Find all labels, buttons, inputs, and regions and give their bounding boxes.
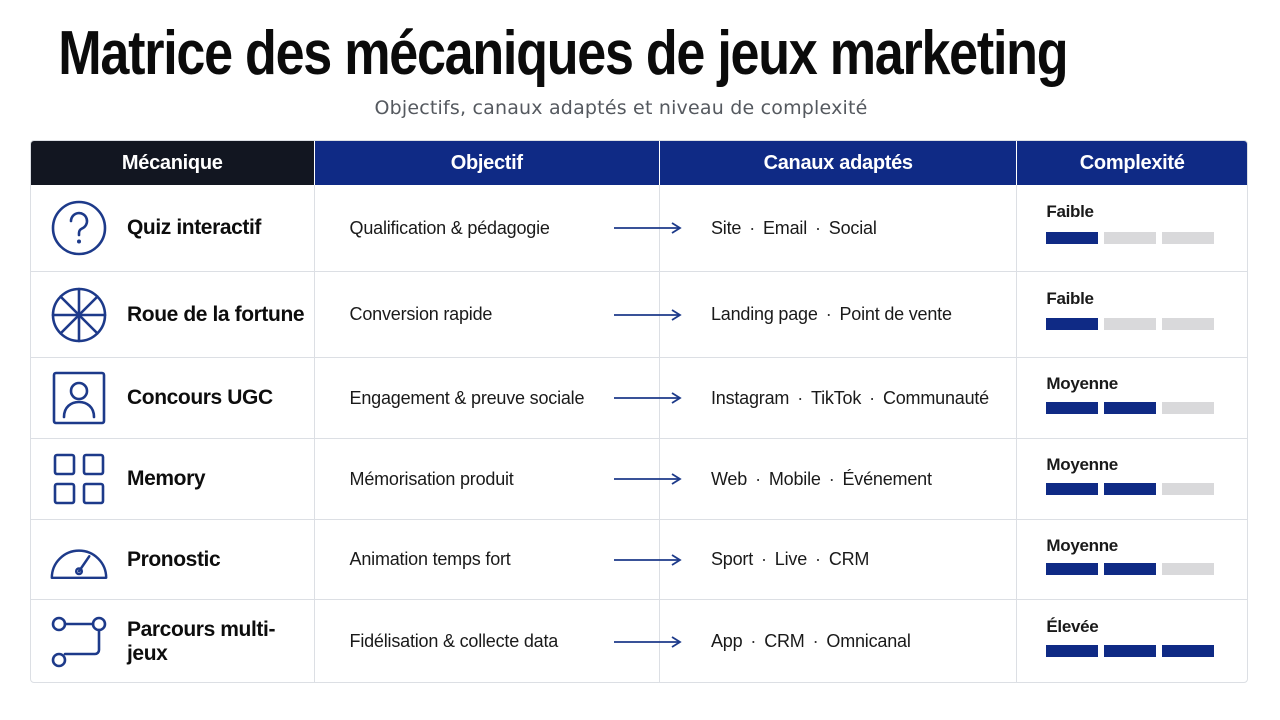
complexity-label: Moyenne [1046, 374, 1118, 393]
complexity-bar-segment [1104, 232, 1156, 244]
complexity-bar-segment [1162, 318, 1214, 330]
table-row [31, 185, 1247, 272]
mechanic-name: Quiz interactif [127, 216, 262, 239]
complexity-bar-segment [1104, 645, 1156, 657]
objective-cell [315, 272, 660, 357]
complexity-bar-segment [1104, 483, 1156, 495]
page-subtitle: Objectifs, canaux adaptés et niveau de complexité [374, 97, 868, 119]
table-row [31, 520, 1247, 600]
channel-site: Site [710, 217, 742, 238]
channel-crm: CRM [764, 631, 805, 651]
mechanic-cell [31, 600, 315, 683]
complexity-bar-segment [1104, 563, 1156, 575]
complexity-bar [1046, 645, 1214, 657]
channel-crm: CRM [828, 549, 870, 569]
objective-text: Qualification & pédagogie [349, 217, 550, 238]
complexity-label: Faible [1046, 289, 1094, 308]
channel-live: Live [774, 549, 808, 569]
mechanic-name: Parcours multi-jeux [127, 617, 276, 665]
complexity-bar-segment [1104, 318, 1156, 330]
channels-cell [660, 600, 1017, 683]
complexity-bar [1046, 232, 1214, 244]
channel-separator: · [797, 387, 803, 408]
channel-web: Web [710, 468, 748, 489]
complexity-label: Moyenne [1046, 536, 1118, 555]
channel-mobile: Mobile [768, 468, 821, 489]
complexity-bar [1046, 483, 1214, 495]
mechanic-name: Concours UGC [127, 386, 273, 409]
complexity-bar-segment [1162, 232, 1214, 244]
table-row [31, 358, 1247, 439]
channels-list [711, 388, 989, 409]
channels-cell [660, 520, 1017, 599]
mechanic-cell [31, 272, 315, 357]
gauge-icon [49, 530, 109, 590]
channel-separator: · [869, 387, 875, 408]
mechanic-cell [31, 520, 315, 599]
complexity-bar-segment [1046, 318, 1098, 330]
path-nodes-icon [49, 612, 109, 672]
objective-text: Animation temps fort [349, 549, 511, 569]
table-row [31, 439, 1247, 520]
objective-cell [315, 600, 660, 683]
grid-icon [49, 449, 109, 509]
table-body [31, 185, 1247, 683]
objective-cell [315, 439, 660, 519]
complexity-cell [1017, 272, 1247, 357]
channels-list [711, 549, 869, 570]
channel-point-de-vente: Point de vente [839, 304, 952, 324]
mechanic-name: Memory [127, 467, 206, 490]
channel-separator: · [749, 217, 755, 238]
complexity-cell [1017, 185, 1247, 271]
complexity-bar-segment [1046, 483, 1098, 495]
channel-communaute: Communauté [882, 387, 989, 408]
channel-social: Social [828, 217, 877, 238]
header-complexity: Complexité [1017, 141, 1247, 185]
user-portrait-icon [49, 368, 109, 428]
channel-separator: · [761, 549, 767, 569]
channel-separator: · [825, 304, 832, 324]
mechanic-name: Roue de la fortune [127, 302, 305, 326]
header-mechanic: Mécanique [31, 141, 315, 185]
question-circle-icon [49, 198, 109, 258]
channel-separator: · [755, 468, 761, 489]
channel-email: Email [762, 217, 807, 238]
channel-separator: · [815, 549, 821, 569]
complexity-cell [1017, 600, 1247, 683]
table-header [31, 141, 1247, 185]
mechanic-name: Pronostic [127, 547, 221, 571]
wheel-icon [49, 285, 109, 345]
mechanics-matrix-table [30, 140, 1248, 683]
complexity-bar-segment [1162, 563, 1214, 575]
objective-text: Conversion rapide [349, 304, 493, 324]
header-objective: Objectif [315, 141, 660, 185]
channels-cell [660, 439, 1017, 519]
channel-separator: · [828, 468, 835, 489]
channel-tiktok: TikTok [811, 387, 862, 408]
header-channels: Canaux adaptés [660, 141, 1017, 185]
channels-list [711, 631, 911, 652]
complexity-bar [1046, 563, 1214, 575]
objective-text: Engagement & preuve sociale [349, 387, 585, 408]
complexity-bar [1046, 318, 1214, 330]
channels-list [711, 469, 932, 490]
complexity-bar-segment [1046, 402, 1098, 414]
complexity-label: Moyenne [1046, 455, 1118, 474]
channel-separator: · [750, 631, 757, 651]
objective-text: Fidélisation & collecte data [349, 631, 559, 651]
complexity-cell [1017, 520, 1247, 599]
objective-text: Mémorisation produit [349, 468, 514, 489]
complexity-bar-segment [1046, 563, 1098, 575]
channels-cell [660, 185, 1017, 271]
objective-cell [315, 185, 660, 271]
channel-omnicanal: Omnicanal [826, 631, 911, 651]
table-row [31, 600, 1247, 683]
channels-cell [660, 272, 1017, 357]
mechanic-cell [31, 185, 315, 271]
complexity-label: Élevée [1046, 617, 1099, 636]
complexity-bar-segment [1104, 402, 1156, 414]
complexity-bar-segment [1162, 645, 1214, 657]
table-row [31, 272, 1247, 358]
mechanic-cell [31, 439, 315, 519]
complexity-bar [1046, 402, 1214, 414]
channel-separator: · [815, 217, 821, 238]
channel-landing-page: Landing page [710, 304, 818, 324]
channels-list [711, 304, 952, 325]
channels-cell [660, 358, 1017, 438]
page-title: Matrice des mécaniques de jeux marketing [58, 19, 1068, 88]
complexity-bar-segment [1046, 232, 1098, 244]
mechanic-cell [31, 358, 315, 438]
complexity-bar-segment [1046, 645, 1098, 657]
channel-app: App [710, 631, 743, 651]
complexity-cell [1017, 358, 1247, 438]
channel-evenement: Événement [842, 468, 932, 489]
channel-instagram: Instagram [710, 387, 790, 408]
objective-cell [315, 520, 660, 599]
objective-cell [315, 358, 660, 438]
complexity-cell [1017, 439, 1247, 519]
channel-sport: Sport [710, 549, 753, 569]
channel-separator: · [812, 631, 819, 651]
complexity-bar-segment [1162, 483, 1214, 495]
complexity-bar-segment [1162, 402, 1214, 414]
channels-list [711, 218, 877, 239]
complexity-label: Faible [1046, 202, 1094, 221]
